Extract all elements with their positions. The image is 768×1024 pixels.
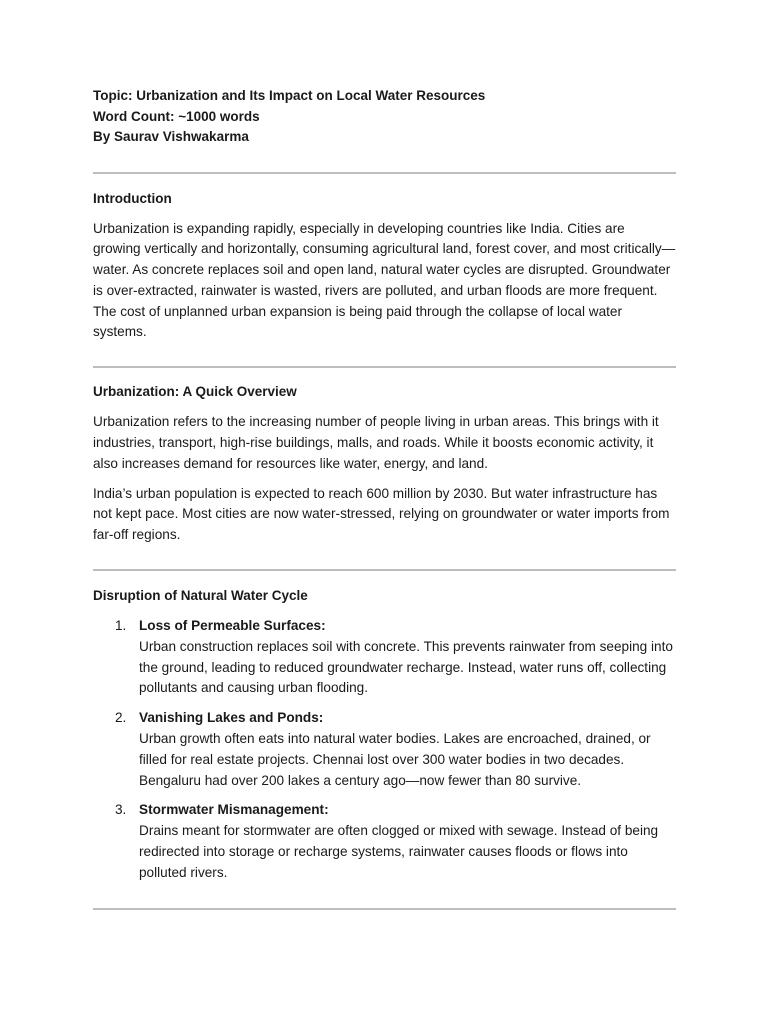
- list-item-title: Loss of Permeable Surfaces:: [139, 618, 326, 634]
- overview-heading: Urbanization: A Quick Overview: [93, 384, 297, 400]
- topic-line: Topic: Urbanization and Its Impact on Local Water Resources: [93, 88, 486, 103]
- list-item: [93, 708, 676, 791]
- list-item: [93, 800, 676, 883]
- list-item: [93, 616, 676, 699]
- list-item-title: Vanishing Lakes and Ponds:: [139, 710, 324, 726]
- list-item-body: Drains meant for stormwater are often clogged or mixed with sewage. Instead of being redirected into storage or recharge systems, rainwater causes floods or flows into polluted rivers.: [139, 823, 659, 880]
- word-count-line: Word Count: ~1000 words: [93, 108, 260, 124]
- section-divider: [93, 366, 676, 368]
- section-divider: [93, 172, 676, 174]
- introduction-heading: Introduction: [93, 190, 172, 206]
- list-item-body: Urban growth often eats into natural water bodies. Lakes are encroached, drained, or filled for real estate projects. Chennai lost over 300 water bodies in two decades. Bengaluru had over 200 lakes a century ago—now fewer than 80 survive.: [139, 731, 651, 788]
- disruption-heading: Disruption of Natural Water Cycle: [93, 588, 308, 604]
- document-page: [93, 86, 676, 910]
- section-divider: [93, 569, 676, 571]
- author-line: By Saurav Vishwakarma: [93, 129, 249, 144]
- introduction-paragraph: Urbanization is expanding rapidly, especially in developing countries like India. Cities are growing vertically and horizontally, consuming agricultural land, forest cover, and most critically—water. As concrete replaces soil and open land, natural water cycles are disrupted. Groundwater is over-extracted, rainwater is wasted, rivers are polluted, and urban floods are more frequent. The cost of unplanned urban expansion is being paid through the collapse of local water systems.: [93, 220, 676, 340]
- section-divider: [93, 908, 676, 910]
- list-item-body: Urban construction replaces soil with concrete. This prevents rainwater from seeping into the ground, leading to reduced groundwater recharge. Instead, water runs off, collecting pollutants and causing urban flooding.: [139, 638, 673, 696]
- overview-paragraph-1: Urbanization refers to the increasing number of people living in urban areas. This brings with it industries, transport, high-rise buildings, malls, and roads. While it boosts economic activity, it also increases demand for resources like water, energy, and land.: [93, 414, 659, 471]
- list-item-number: 3.: [115, 802, 127, 818]
- list-item-number: 1.: [115, 618, 127, 634]
- list-item-title: Stormwater Mismanagement:: [139, 802, 329, 818]
- disruption-list: [93, 616, 676, 884]
- overview-paragraph-2: India’s urban population is expected to reach 600 million by 2030. But water infrastructure has not kept pace. Most cities are now water-stressed, relying on groundwater or water imports from far-off regions.: [93, 485, 670, 543]
- list-item-number: 2.: [115, 710, 127, 726]
